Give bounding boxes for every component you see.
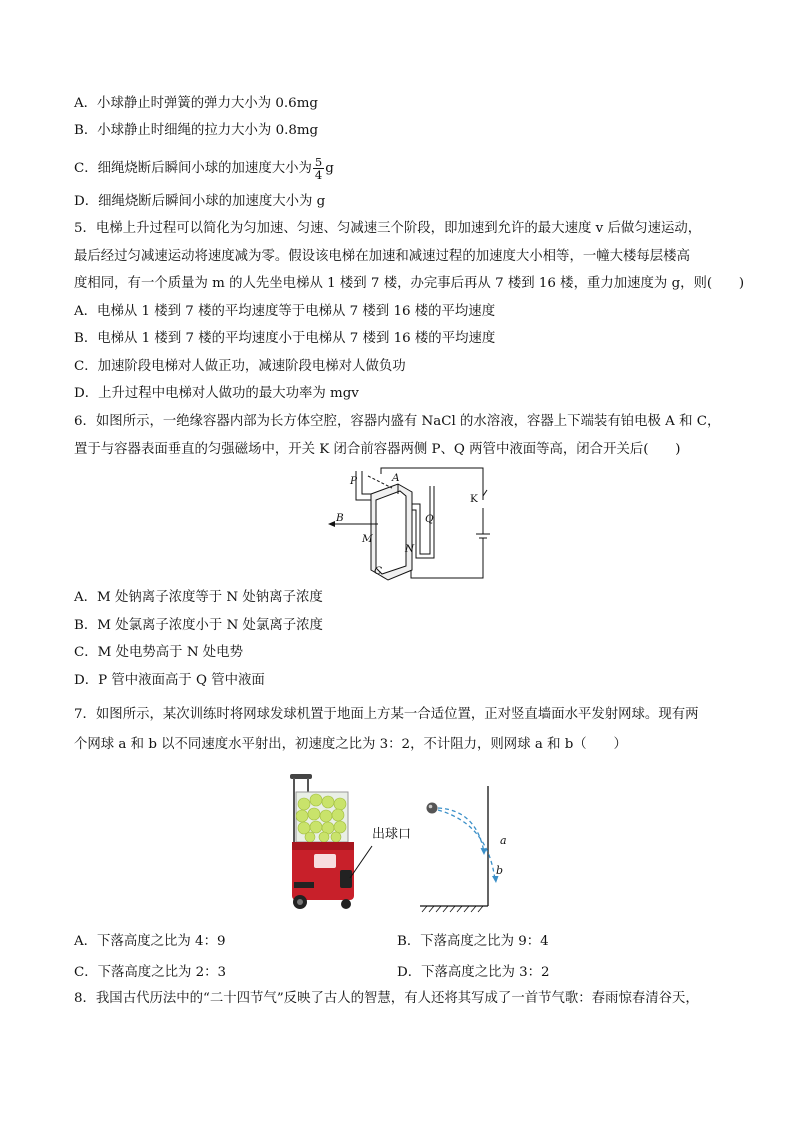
q7-option-d: D．下落高度之比为 3：2 [397, 965, 550, 980]
q8-stem-line-1: 8．我国古代历法中的“二十四节气”反映了古人的智慧，有人还将其写成了一首节气歌：春雨惊春清谷天， [74, 991, 699, 1006]
label-n: N [405, 543, 415, 555]
q6-stem-line-1: 6．如图所示，一绝缘容器内部为长方体空腔，容器内盛有 NaCl 的水溶液，容器上下端装有铂电极 A 和 C， [74, 414, 721, 429]
q6-option-b: B．M 处氯离子浓度小于 N 处氯离子浓度 [74, 617, 323, 633]
q4-option-c-text: C．细绳烧断后瞬间小球的加速度大小为 [74, 161, 312, 176]
q5-option-b: B．电梯从 1 楼到 7 楼的平均速度小于电梯从 7 楼到 16 楼的平均速度 [74, 331, 496, 346]
q7-stem-line-2: 个网球 a 和 b 以不同速度水平射出，初速度之比为 3：2，不计阻力，则网球 a 和 b（ ） [74, 737, 627, 752]
fraction [313, 156, 324, 181]
fraction-denominator: 4 [314, 168, 323, 182]
q6-container-diagram [326, 466, 496, 584]
q7-trajectory-diagram [416, 780, 516, 915]
q6-option-c: C．M 处电势高于 N 处电势 [74, 645, 243, 660]
q5-block [74, 215, 745, 408]
label-a: A [392, 472, 400, 484]
q6-option-a: A．M 处钠离子浓度等于 N 处钠离子浓度 [74, 590, 323, 605]
label-m: M [362, 533, 373, 545]
label-k: K [470, 493, 478, 505]
q6-stem [74, 408, 724, 463]
outlet-label: 出球口 [372, 827, 412, 842]
q5-option-d: D．上升过程中电梯对人做功的最大功率为 mgv [74, 386, 359, 401]
label-c: C [374, 565, 383, 577]
label-a: a [500, 834, 507, 847]
q7-option-b: B．下落高度之比为 9：4 [397, 934, 549, 949]
q5-option-a: A．电梯从 1 楼到 7 楼的平均速度等于电梯从 7 楼到 16 楼的平均速度 [74, 303, 496, 319]
label-b: b [496, 864, 504, 877]
q5-stem-line-3: 度相同，有一个质量为 m 的人先坐电梯从 1 楼到 7 楼，办完事后再从 7 楼到 16 楼，重力加速度为 g，则( ) [74, 276, 745, 291]
q5-stem-line-2: 最后经过匀减速运动将速度减为零。假设该电梯在加速和减速过程的加速度大小相等，一幢大楼每层楼高 [74, 248, 690, 264]
q4-option-d: D．细绳烧断后瞬间小球的加速度大小为 g [74, 194, 326, 209]
q6-option-d: D．P 管中液面高于 Q 管中液面 [74, 672, 265, 688]
q5-stem-line-1: 5．电梯上升过程可以简化为匀加速、匀速、匀减速三个阶段，即加速到允许的最大速度 v 后做匀速运动， [74, 221, 702, 236]
q6-options [74, 584, 724, 694]
q4-option-c [74, 156, 334, 181]
label-b: B [336, 512, 344, 524]
q4-option-c-unit: g [325, 161, 334, 176]
q7-option-c: C．下落高度之比为 2：3 [74, 965, 227, 980]
q4-option-b: B．小球静止时细绳的拉力大小为 0.8mg [74, 123, 319, 138]
q5-option-c: C．加速阶段电梯对人做正功，减速阶段电梯对人做负功 [74, 358, 406, 374]
fraction-numerator: 5 [314, 155, 323, 169]
q7-stem-line-1: 7．如图所示，某次训练时将网球发球机置于地面上方某一合适位置，正对竖直墙面水平发射网球。现有两 [74, 707, 699, 722]
label-q: Q [425, 513, 434, 525]
label-p: P [350, 475, 358, 487]
q6-stem-line-2: 置于与容器表面垂直的匀强磁场中，开关 K 闭合前容器两侧 P、Q 两管中液面等高，闭合开关后( ) [74, 441, 681, 457]
q7-option-a: A．下落高度之比为 4：9 [74, 934, 226, 949]
q7-stem [74, 700, 724, 760]
q4-option-a: A．小球静止时弹簧的弹力大小为 0.6mg [74, 96, 318, 111]
